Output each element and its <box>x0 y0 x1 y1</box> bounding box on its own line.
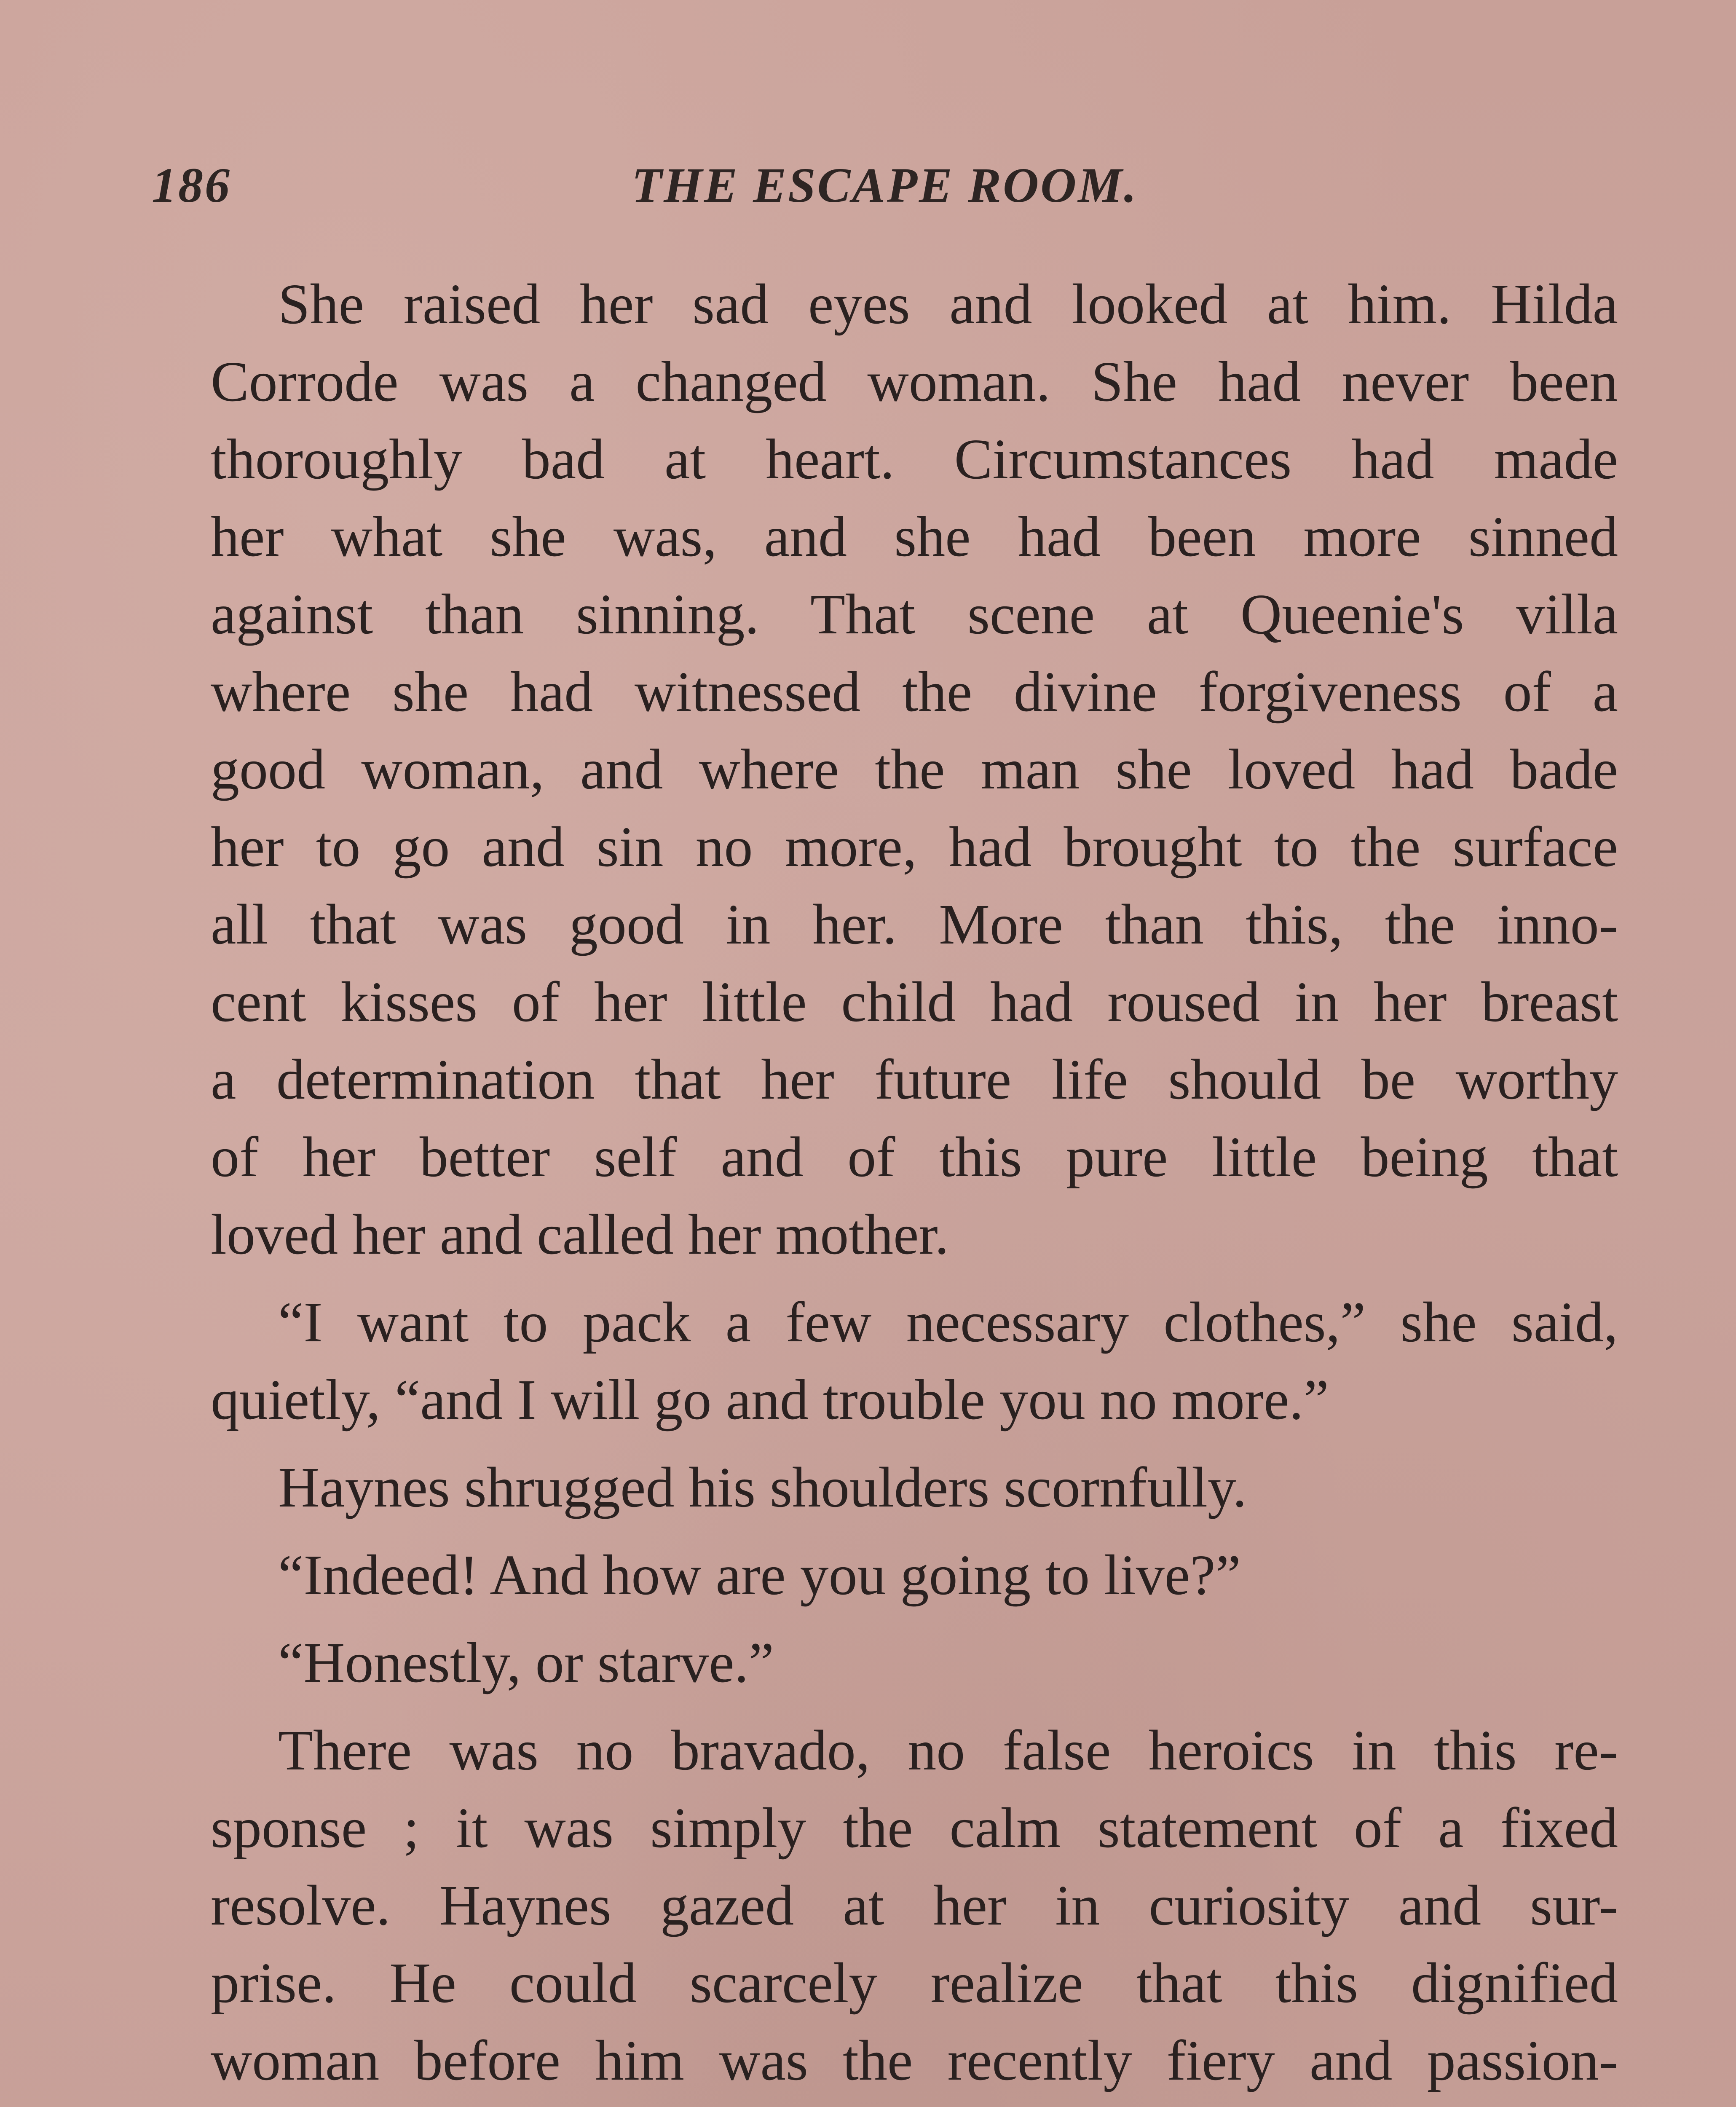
text-line: prise. He could scarcely realize that this dignified <box>211 1952 1618 2015</box>
text-line: thoroughly bad at heart. Circumstances had made <box>211 428 1618 491</box>
text-line: She raised her sad eyes and looked at him. Hilda <box>278 273 1618 336</box>
text-line: loved her and called her mother. <box>211 1203 949 1266</box>
text-line: a determination that her future life should be worthy <box>211 1048 1618 1111</box>
paragraph-4 <box>143 1536 1618 1614</box>
page-number: 186 <box>152 158 231 213</box>
paragraph-1 <box>143 265 1618 1273</box>
paragraph-5 <box>143 1624 1618 1702</box>
body-text <box>143 265 1618 2107</box>
text-line: “I want to pack a few necessary clothes,” she said, <box>278 1291 1618 1354</box>
text-line: Corrode was a changed woman. She had never been <box>211 350 1618 413</box>
text-line: good woman, and where the man she loved had bade <box>211 738 1618 801</box>
running-title: THE ESCAPE ROOM. <box>632 158 1138 213</box>
text-line: There was no bravado, no false heroics in this re- <box>278 1719 1618 1782</box>
text-line: Haynes shrugged his shoulders scornfully. <box>278 1456 1247 1519</box>
text-line: “Honestly, or starve.” <box>278 1631 774 1694</box>
book-page <box>135 0 1626 2107</box>
text-line: of her better self and of this pure little being that <box>211 1126 1618 1189</box>
text-line: where she had witnessed the divine forgiveness of a <box>211 660 1618 724</box>
running-head <box>152 157 1618 224</box>
text-line: cent kisses of her little child had roused in her breast <box>211 970 1618 1034</box>
text-line <box>143 2099 1618 2107</box>
text-line: her to go and sin no more, had brought to the surface <box>211 815 1618 879</box>
text-line: “Indeed! And how are you going to live?” <box>278 1544 1241 1607</box>
text-line: against than sinning. That scene at Queenie's villa <box>211 583 1618 646</box>
text-line: quietly, “and I will go and trouble you no more.” <box>211 1368 1329 1431</box>
text-line: resolve. Haynes gazed at her in curiosity and sur- <box>211 1874 1618 1937</box>
paragraph-3 <box>143 1449 1618 1526</box>
paragraph-6 <box>143 1712 1618 2107</box>
text-line: her what she was, and she had been more sinned <box>211 505 1618 568</box>
text-line: woman before him was the recently fiery and passion- <box>211 2029 1618 2092</box>
paragraph-2 <box>143 1284 1618 1439</box>
text-line: sponse ; it was simply the calm statement of a fixed <box>211 1796 1618 1860</box>
text-line: all that was good in her. More than this, the inno- <box>211 893 1618 956</box>
